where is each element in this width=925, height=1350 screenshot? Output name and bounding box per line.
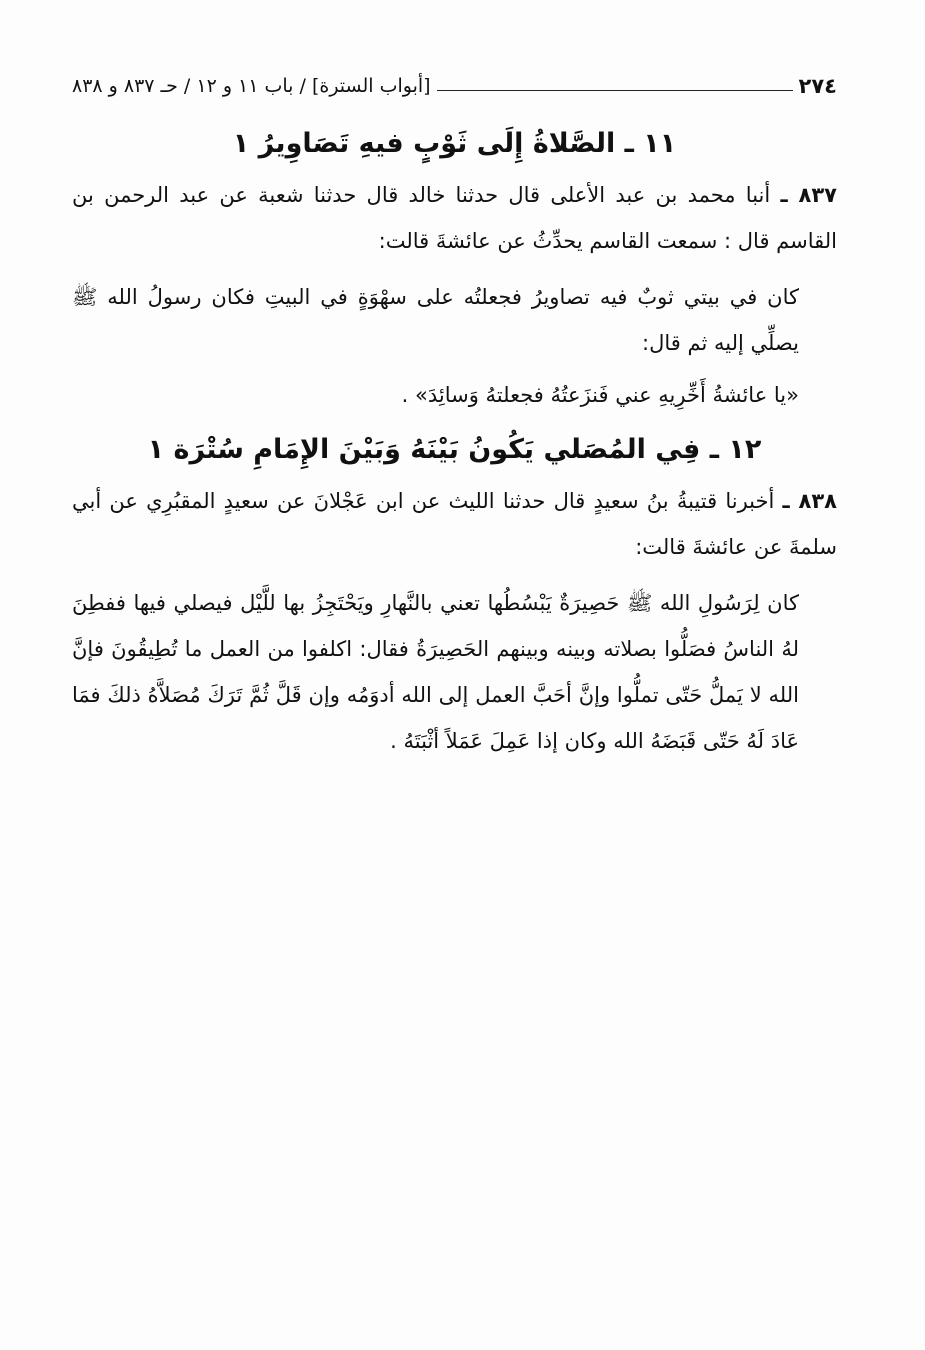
section-heading-11: ١١ ـ الصَّلاةُ إِلَى ثَوْبٍ فيهِ تَصَاوِيرُ ١ xyxy=(232,128,677,159)
page-body xyxy=(72,122,837,764)
section-heading-12: ١٢ ـ فِي المُصَلي يَكُونُ بَيْنَهُ وَبَيْنَ الإِمَامِ سُتْرَة ١ xyxy=(147,434,762,465)
hadith-837-quote: «يا عائشةُ أَخِّرِيهِ عني فَنزَعتُهُ فجعلتهُ وَسائِدَ» . xyxy=(401,383,799,407)
running-title: [أبواب السترة] / باب ١١ و ١٢ / حـ ٨٣٧ و ٨٣٨ xyxy=(72,75,431,97)
isnad-text: أخبرنا قتيبةُ بنُ سعيدٍ قال حدثنا الليث عن ابن عَجْلانَ عن سعيدٍ المقبُرِي عن أبي سلمةَ عن عائشةَ قالت: xyxy=(72,489,837,559)
hadith-837-isnad xyxy=(72,172,837,264)
hadith-838-matn: كان لِرَسُولِ الله ﷺ حَصِيرَةٌ يَبْسُطُها تعني بالنَّهارِ ويَحْتَجِزُ بها للَّيْل فيصلي فيها ففطِنَ لهُ الناسُ فصَلُّوا بصلاته وبينه وبينهم الحَصِيرَةُ فقال: اكلفوا من العمل ما تُطِيقُونَ فإنَّ الله لا يَملُّ حَتّى تملُّوا وإنَّ أحَبَّ العمل إلى الله أدوَمُه وإن قَلَّ ثُمَّ تَرَكَ مُصَلاَّهُ ذلكَ فمَا عَادَ لَهُ حَتّى قَبَضَهُ الله وكان إذا عَمِلَ عَمَلاً أثْبَتَهُ . xyxy=(72,591,799,753)
hadith-number: ٨٣٨ ـ xyxy=(782,489,837,513)
header-rule xyxy=(437,90,793,91)
hadith-838-isnad xyxy=(72,478,837,570)
hadith-837-matn: كان في بيتي ثوبٌ فيه تصاويرُ فجعلتُه على سهْوَةٍ في البيتِ فكان رسولُ الله ﷺ يصلِّي إليه ثم قال: xyxy=(72,285,799,355)
isnad-text: أنبا محمد بن عبد الأعلى قال حدثنا خالد قال حدثنا شعبة عن عبد الرحمن بن القاسم قال : سمعت القاسم يحدِّثُ عن عائشةَ قالت: xyxy=(72,183,837,253)
page-header xyxy=(72,68,837,104)
page-number: ٢٧٤ xyxy=(798,74,837,98)
hadith-number: ٨٣٧ ـ xyxy=(780,183,837,207)
